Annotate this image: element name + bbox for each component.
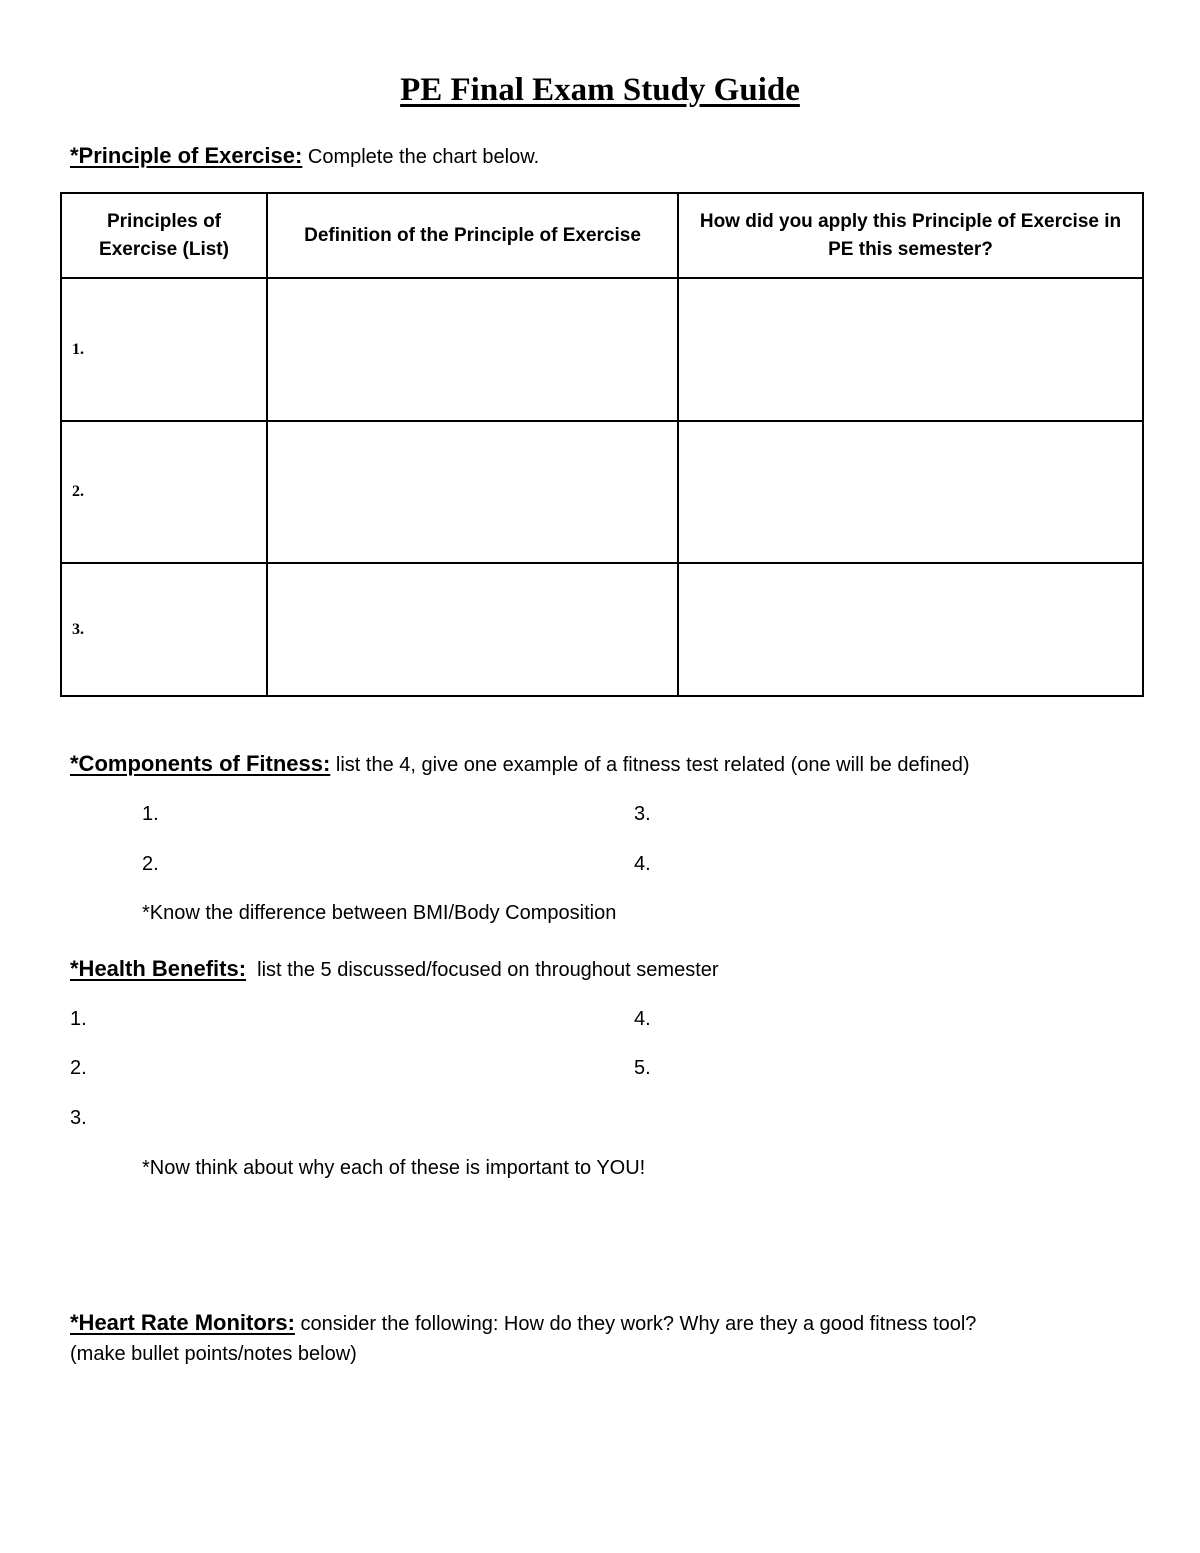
components-section-heading xyxy=(70,751,970,777)
list-item: 4. xyxy=(634,1008,651,1030)
list-item: 2. xyxy=(70,1057,87,1079)
heart-instruction: consider the following: How do they work? Why are they a good fitness tool? xyxy=(294,1313,977,1335)
table-row xyxy=(61,421,1143,563)
definition-cell[interactable] xyxy=(267,278,678,421)
principles-instruction: Complete the chart below. xyxy=(302,146,540,168)
health-heading: *Health Benefits: xyxy=(70,956,247,981)
header-application: How did you apply this Principle of Exercise in PE this semester? xyxy=(678,193,1143,278)
header-definition: Definition of the Principle of Exercise xyxy=(267,193,678,278)
principles-chart xyxy=(60,192,1144,697)
health-section-heading xyxy=(70,956,719,982)
row-number: 1. xyxy=(61,278,267,421)
list-item: 3. xyxy=(70,1107,87,1129)
definition-cell[interactable] xyxy=(267,563,678,696)
components-note: *Know the difference between BMI/Body Composition xyxy=(142,902,617,924)
principles-heading: *Principle of Exercise: xyxy=(70,143,303,168)
application-cell[interactable] xyxy=(678,563,1143,696)
list-item: 5. xyxy=(634,1057,651,1079)
application-cell[interactable] xyxy=(678,421,1143,563)
components-instruction: list the 4, give one example of a fitness test related (one will be defined) xyxy=(330,754,970,776)
heart-instruction-note: (make bullet points/notes below) xyxy=(70,1343,357,1365)
page-title: PE Final Exam Study Guide xyxy=(400,72,800,108)
table-row xyxy=(61,278,1143,421)
principles-section-heading xyxy=(70,143,539,169)
application-cell[interactable] xyxy=(678,278,1143,421)
list-item: 1. xyxy=(70,1008,87,1030)
row-number: 2. xyxy=(61,421,267,563)
list-item: 2. xyxy=(142,853,159,875)
health-note: *Now think about why each of these is important to YOU! xyxy=(142,1157,646,1179)
header-principles-list: Principles of Exercise (List) xyxy=(61,193,267,278)
list-item: 3. xyxy=(634,803,651,825)
table-row xyxy=(61,563,1143,696)
definition-cell[interactable] xyxy=(267,421,678,563)
components-heading: *Components of Fitness: xyxy=(70,751,331,776)
row-number: 3. xyxy=(61,563,267,696)
list-item: 4. xyxy=(634,853,651,875)
list-item: 1. xyxy=(142,803,159,825)
heart-heading: *Heart Rate Monitors: xyxy=(70,1310,295,1335)
health-instruction: list the 5 discussed/focused on throughout semester xyxy=(246,959,719,981)
heart-section-heading xyxy=(70,1310,976,1336)
